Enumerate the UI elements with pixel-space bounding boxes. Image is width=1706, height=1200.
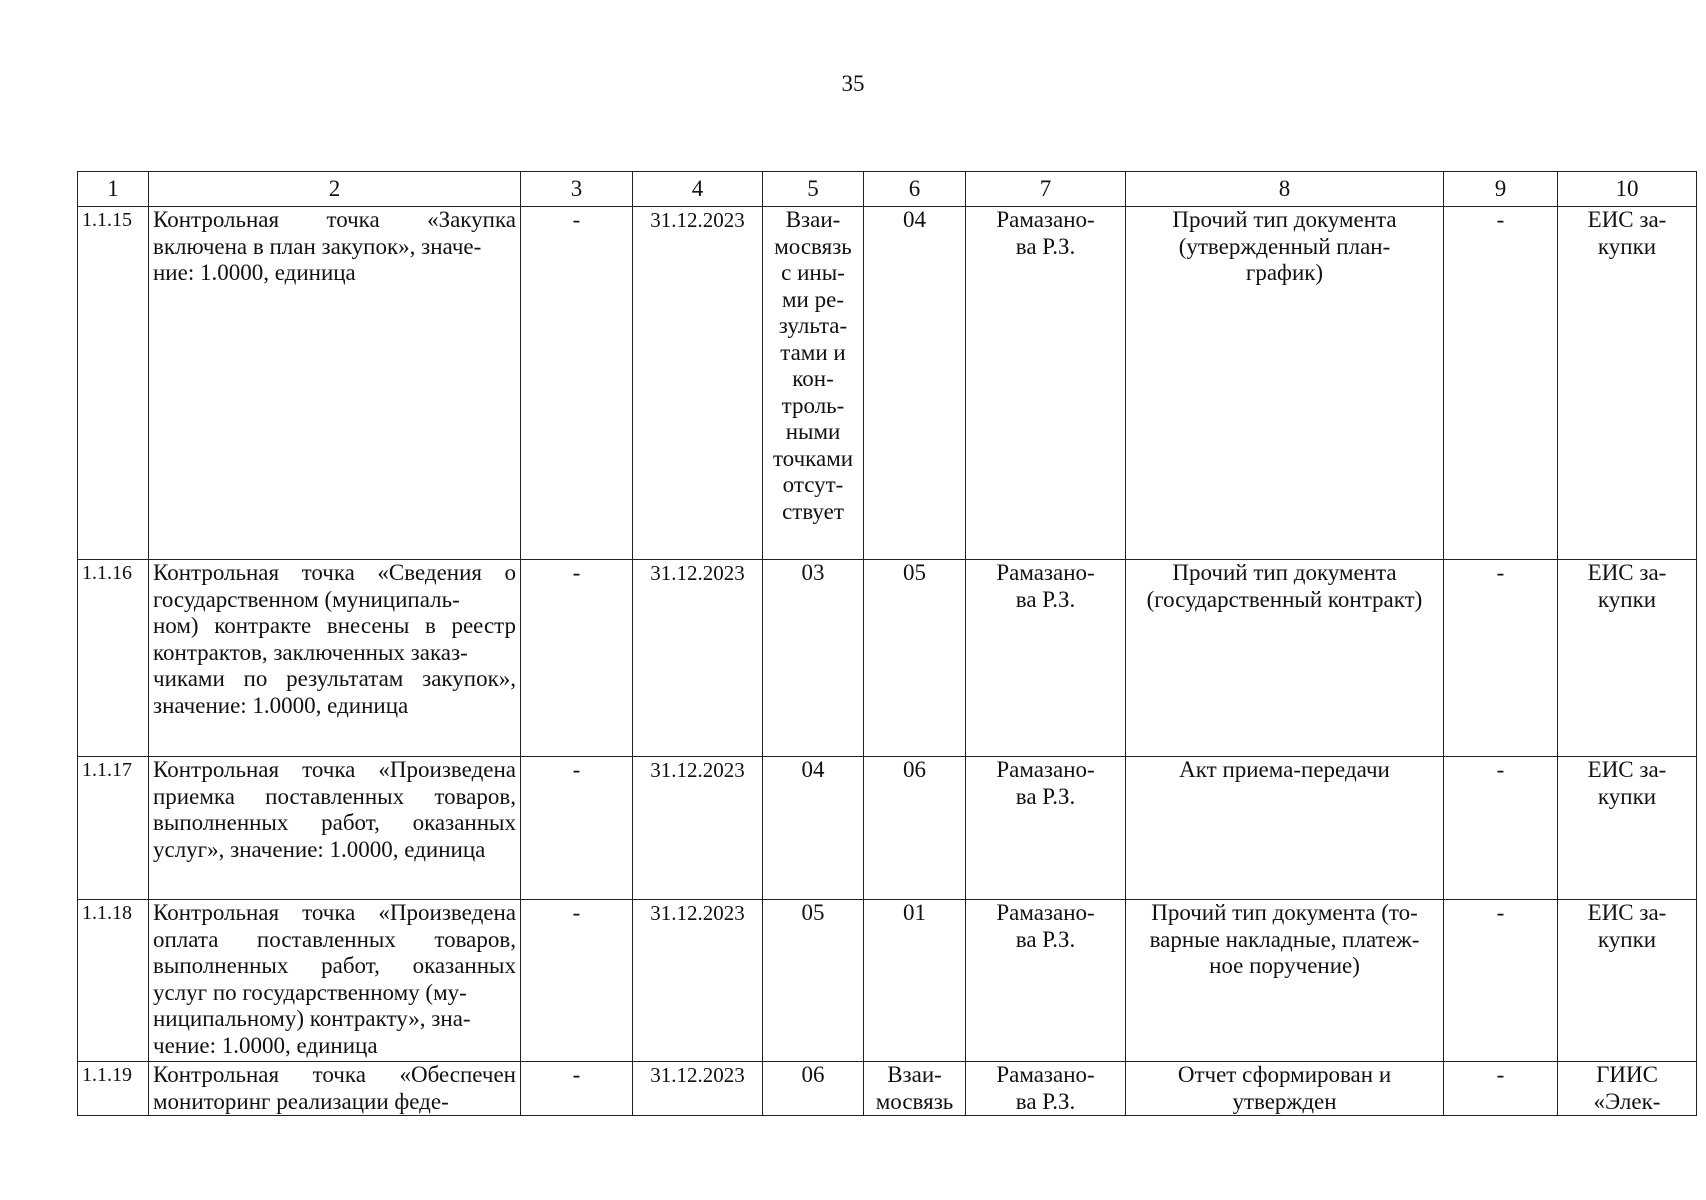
column-header: 4 (633, 172, 763, 207)
column-header: 2 (149, 172, 521, 207)
cell-date: 31.12.2023 (633, 207, 763, 560)
row-description: Контрольная точка «Обеспечен мониторинг реализации феде- (149, 1062, 521, 1116)
cell-date: 31.12.2023 (633, 560, 763, 757)
column-header: 7 (966, 172, 1126, 207)
table-header-row (78, 172, 1697, 207)
column-header: 5 (763, 172, 864, 207)
cell-document: Акт приема-передачи (1126, 757, 1444, 900)
cell-col5: 06 (763, 1062, 864, 1116)
cell-col3: - (521, 207, 633, 560)
row-number: 1.1.18 (78, 900, 149, 1062)
cell-col6: 05 (864, 560, 966, 757)
cell-date: 31.12.2023 (633, 1062, 763, 1116)
column-header: 6 (864, 172, 966, 207)
cell-responsible: Рамазано- ва Р.З. (966, 757, 1126, 900)
cell-col5: 05 (763, 900, 864, 1062)
row-description: Контрольная точка «Произведена оплата поставленных товаров, выполненных работ, оказанных услуг по государственному (му- ниципальному) контракту», зна- чение: 1.0000, единица (149, 900, 521, 1062)
table-row (78, 1062, 1697, 1116)
column-header: 1 (78, 172, 149, 207)
table-row (78, 207, 1697, 560)
table-row (78, 900, 1697, 1062)
cell-col3: - (521, 757, 633, 900)
cell-col3: - (521, 900, 633, 1062)
row-number: 1.1.19 (78, 1062, 149, 1116)
column-header: 9 (1444, 172, 1558, 207)
row-number: 1.1.17 (78, 757, 149, 900)
cell-document: Прочий тип документа (государственный контракт) (1126, 560, 1444, 757)
cell-document: Прочий тип документа (то- варные накладные, платеж- ное поручение) (1126, 900, 1444, 1062)
cell-col6: Взаи- мосвязь (864, 1062, 966, 1116)
row-description: Контрольная точка «Сведения о государственном (муниципаль- ном) контракте внесены в реестр контрактов, заключенных заказ- чиками по результатам закупок», значение: 1.0000, единица (149, 560, 521, 757)
table-row (78, 560, 1697, 757)
column-header: 3 (521, 172, 633, 207)
cell-col9: - (1444, 560, 1558, 757)
cell-date: 31.12.2023 (633, 757, 763, 900)
cell-responsible: Рамазано- ва Р.З. (966, 207, 1126, 560)
row-number: 1.1.16 (78, 560, 149, 757)
cell-col6: 01 (864, 900, 966, 1062)
cell-col9: - (1444, 207, 1558, 560)
cell-responsible: Рамазано- ва Р.З. (966, 1062, 1126, 1116)
cell-col5: Взаи- мосвязь с ины- ми ре- зульта- тами и кон- троль- ными точками отсут- ствует (763, 207, 864, 560)
row-description: Контрольная точка «Закупка включена в план закупок», значе- ние: 1.0000, единица (149, 207, 521, 560)
column-header: 10 (1558, 172, 1697, 207)
cell-system: ЕИС за- купки (1558, 900, 1697, 1062)
row-number: 1.1.15 (78, 207, 149, 560)
page-number: 35 (841, 71, 865, 96)
cell-date: 31.12.2023 (633, 900, 763, 1062)
cell-col3: - (521, 560, 633, 757)
row-description: Контрольная точка «Произведена приемка поставленных товаров, выполненных работ, оказанных услуг», значение: 1.0000, единица (149, 757, 521, 900)
cell-document: Прочий тип документа (утвержденный план- график) (1126, 207, 1444, 560)
cell-col9: - (1444, 1062, 1558, 1116)
cell-system: ЕИС за- купки (1558, 757, 1697, 900)
cell-system: ЕИС за- купки (1558, 207, 1697, 560)
cell-col6: 04 (864, 207, 966, 560)
plan-table (77, 171, 1697, 1116)
cell-col6: 06 (864, 757, 966, 900)
cell-col5: 03 (763, 560, 864, 757)
cell-col9: - (1444, 757, 1558, 900)
cell-system: ЕИС за- купки (1558, 560, 1697, 757)
cell-responsible: Рамазано- ва Р.З. (966, 900, 1126, 1062)
table-row (78, 757, 1697, 900)
cell-document: Отчет сформирован и утвержден (1126, 1062, 1444, 1116)
cell-col9: - (1444, 900, 1558, 1062)
cell-col3: - (521, 1062, 633, 1116)
column-header: 8 (1126, 172, 1444, 207)
cell-system: ГИИС «Элек- (1558, 1062, 1697, 1116)
cell-col5: 04 (763, 757, 864, 900)
cell-responsible: Рамазано- ва Р.З. (966, 560, 1126, 757)
